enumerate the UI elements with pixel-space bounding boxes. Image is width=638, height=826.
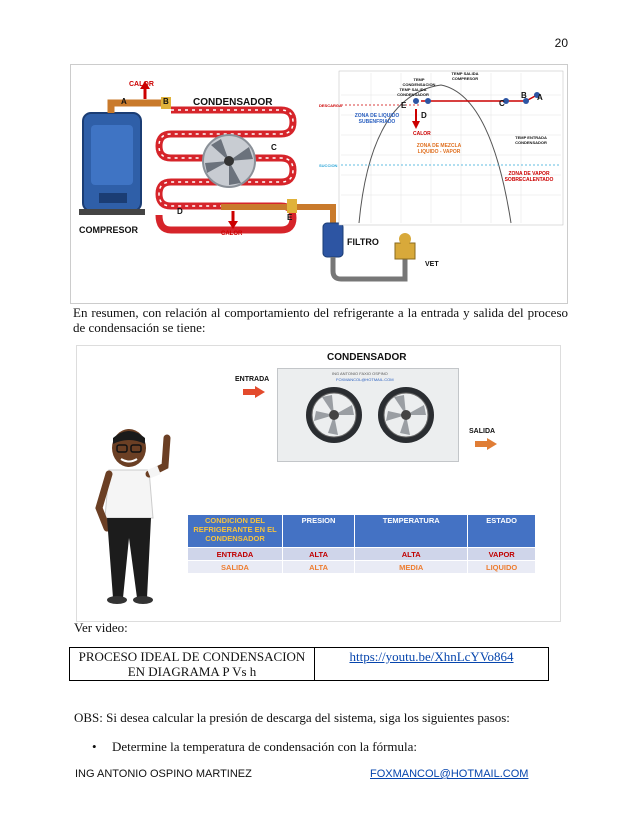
nameplate-line2: FOXMANCOL@HOTMAIL.COM — [336, 377, 394, 382]
table-cell: VAPOR — [468, 548, 536, 561]
video-table — [69, 647, 549, 681]
condenser-figure — [76, 345, 561, 622]
table-cell: ALTA — [355, 548, 468, 561]
point-e-label: E — [287, 213, 293, 222]
table-row — [188, 548, 536, 561]
condition-table-header — [188, 515, 536, 548]
video-title-line2: EN DIAGRAMA P Vs h — [127, 664, 257, 679]
salida-label: SALIDA — [469, 428, 496, 435]
condition-table — [187, 514, 536, 574]
table-cell: MEDIA — [355, 561, 468, 574]
salida-arrow — [475, 438, 497, 450]
diagram-point-a: A — [537, 93, 543, 102]
condenser-title: CONDENSADOR — [327, 352, 407, 363]
fans — [302, 383, 442, 449]
descarga-label: DESCARGA — [319, 103, 342, 108]
bullet-text: Determine la temperatura de condensación con la fórmula: — [112, 739, 418, 754]
temp-salida-condensador-label: TEMP SALIDA CONDENSADOR — [397, 87, 429, 97]
diagram-point-e: E — [401, 101, 407, 110]
zona-vapor-label: ZONA DE VAPOR SOBRECALENTADO — [504, 171, 554, 183]
entrada-label: ENTRADA — [235, 376, 270, 383]
table-cell: ALTA — [283, 561, 355, 574]
header-presion: PRESION — [283, 515, 355, 548]
footer-email[interactable]: FOXMANCOL@HOTMAIL.COM — [370, 768, 529, 780]
diagram-point-d: D — [421, 111, 427, 120]
temp-entrada-condensador-label: TEMP ENTRADA CONDENSADOR — [515, 135, 547, 145]
ver-video-label: Ver video: — [74, 620, 128, 635]
calor-top-label: CALOR — [129, 81, 154, 88]
footer-author: ING ANTONIO OSPINO MARTINEZ — [75, 768, 252, 780]
vet-label: VET — [425, 261, 439, 268]
point-b-label: B — [163, 97, 169, 106]
page-number: 20 — [554, 36, 568, 50]
summary-paragraph: En resumen, con relación al comportamiento del refrigerante a la entrada y salida del proceso de condensación se tiene: — [73, 305, 568, 335]
video-link[interactable]: https://youtu.be/XhnLcYVo864 — [349, 649, 514, 664]
character-illustration — [87, 428, 187, 613]
video-title-line1: PROCESO IDEAL DE CONDENSACION — [78, 649, 306, 664]
condenser-unit — [277, 368, 459, 462]
condensador-label: CONDENSADOR — [193, 97, 273, 108]
point-d-label: D — [177, 207, 183, 216]
video-title-cell — [70, 648, 315, 681]
entrada-arrow — [243, 386, 265, 398]
point-c-label: C — [271, 143, 277, 152]
zona-mezcla-label: ZONA DE MEZCLA LIQUIDO - VAPOR — [416, 143, 462, 155]
header-estado: ESTADO — [468, 515, 536, 548]
refrigeration-cycle-drawing — [71, 65, 567, 303]
table-cell: ALTA — [283, 548, 355, 561]
zona-liquido-label: ZONA DE LIQUIDO SUBENFRIADO — [354, 113, 400, 125]
table-cell: LIQUIDO — [468, 561, 536, 574]
compresor-label: COMPRESOR — [79, 225, 139, 235]
refrigeration-cycle-figure — [70, 64, 568, 304]
nameplate-line1: ING ANTONIO FAXIO OSPINO — [332, 371, 388, 376]
bullet-item — [92, 739, 417, 755]
diagram-calor-label: CALOR — [413, 131, 431, 137]
header-temperatura: TEMPERATURA — [355, 515, 468, 548]
bullet-icon: • — [92, 739, 97, 754]
diagram-point-c: C — [499, 99, 505, 108]
diagram-point-b: B — [521, 91, 527, 100]
filtro-label: FILTRO — [347, 237, 379, 247]
temp-condensacion-label: TEMP CONDENSACION — [402, 77, 436, 87]
header-condicion: CONDICION DEL REFRIGERANTE EN EL CONDENSADOR — [188, 515, 283, 548]
obs-text: OBS: Si desea calcular la presión de descarga del sistema, siga los siguientes pasos: — [74, 710, 510, 725]
succion-label: SUCCION — [319, 163, 338, 168]
table-cell: SALIDA — [188, 561, 283, 574]
temp-salida-compresor-label: TEMP SALIDA COMPRESOR — [451, 71, 479, 81]
point-a-label: A — [121, 97, 127, 106]
table-row — [188, 561, 536, 574]
calor-bottom-label: CALOR — [221, 231, 243, 237]
table-cell: ENTRADA — [188, 548, 283, 561]
video-link-cell — [315, 648, 549, 681]
